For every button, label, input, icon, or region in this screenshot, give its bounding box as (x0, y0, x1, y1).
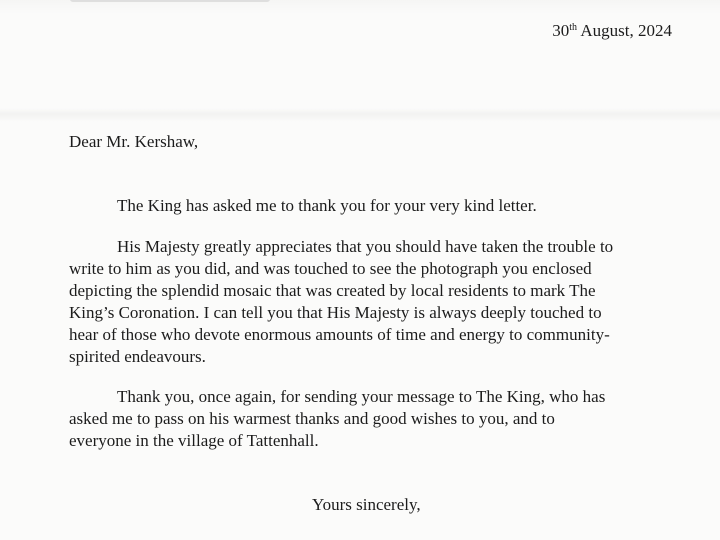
salutation: Dear Mr. Kershaw, (69, 132, 199, 151)
paragraph-2 (69, 236, 669, 368)
paragraph-line: Thank you, once again, for sending your message to The King, who has (117, 387, 606, 406)
paragraph-line: everyone in the village of Tattenhall. (69, 431, 319, 450)
date-ordinal-suffix: th (569, 22, 578, 33)
paragraph-1 (69, 195, 669, 217)
paragraph-line: asked me to pass on his warmest thanks and good wishes to you, and to (69, 409, 555, 428)
letter-date (552, 20, 672, 42)
paragraph-line: depicting the splendid mosaic that was created by local residents to mark The (69, 281, 596, 300)
paragraph-line: hear of those who devote enormous amounts of time and energy to community- (69, 325, 610, 344)
date-month-year: August, 2024 (577, 21, 672, 40)
paragraph-3 (69, 386, 669, 452)
paragraph-line: King’s Coronation. I can tell you that His Majesty is always deeply touched to (69, 303, 602, 322)
date-day: 30 (552, 21, 570, 40)
paragraph-line: write to him as you did, and was touched to see the photograph you enclosed (69, 259, 592, 278)
paragraph-line: The King has asked me to thank you for your very kind letter. (117, 196, 537, 215)
paragraph-line: His Majesty greatly appreciates that you should have taken the trouble to (117, 237, 614, 256)
closing-valediction: Yours sincerely, (312, 495, 421, 514)
cropped-letterhead-remnant (70, 0, 270, 2)
paragraph-line: spirited endeavours. (69, 347, 206, 366)
